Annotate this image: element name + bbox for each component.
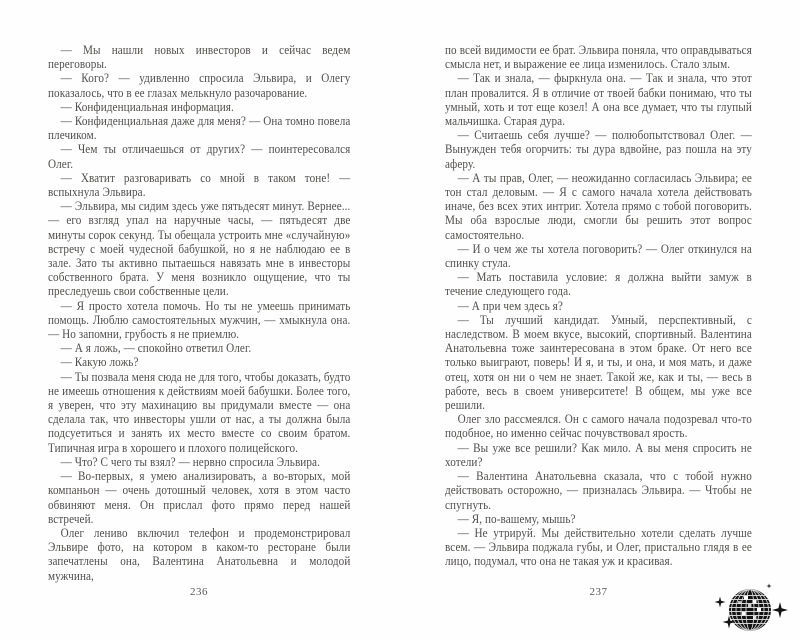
paragraph: — Не утрируй. Мы действительно хотели сделать лучше всем. — Эльвира поджала губы, и Олег, пристально глядя в ее лицо, подумал, что она не такая уж и красивая. [445,525,752,569]
paragraph: — А ты прав, Олег, — неожиданно согласилась Эльвира; ее тон стал деловым. — Я с самого начала хотела действовать иначе, без всех этих интриг. Хотела прямо с тобой поговорить. Мы оба взрослые люди, смогли бы решить этот вопрос самостоятельно. [445,170,752,242]
paragraph: — Мы нашли новых инвесторов и сейчас ведем переговоры. [48,43,351,72]
disco-ball-icon [700,570,800,640]
right-page-text [445,43,752,591]
paragraph: по всей видимости ее брат. Эльвира поняла, что оправдываться смысла нет, и выражение ее лица изменилось. Стало злым. [445,43,752,72]
paragraph: — Так и знала, — фыркнула она. — Так и знала, что этот план провалится. Я в отличие от твоей бабки понимаю, что ты умный, хоть и тот еще козел! А она все думает, что ты глупый мальчишка. Старая дура. [445,71,752,129]
paragraph: — Ты позвала меня сюда не для того, чтобы доказать, будто не имеешь отношения к действиям моей бабушки. Более того, я уверен, что эту махинацию вы придумали вместе — она сделала так, что инвесторы ушли от нас, а ты должна была подсуетиться и занять их место вместе со своим братом. Типичная игра в хорошего и плохого полицейского. [48,369,351,455]
paragraph: — Я просто хотела помочь. Но ты не умеешь принимать помощь. Люблю самостоятельных мужчин, — хмыкнула она. — Но запомни, грубость я не приемлю. [48,298,351,342]
paragraph: — Конфиденциальная информация. [60,99,234,114]
paragraph: — А при чем здесь я? [457,298,563,313]
page-number-left: 236 [190,586,208,598]
paragraph: — А я ложь, — спокойно ответил Олег. [60,341,252,356]
page-number-right: 237 [589,586,608,598]
paragraph: — Чем ты отличаешься от других? — поинтересовался Олег. [48,142,351,171]
paragraph: — И о чем же ты хотела поговорить? — Олег откинулся на спинку стула. [445,241,752,271]
paragraph: — Что? С чего ты взял? — нервно спросила Эльвира. [60,454,320,469]
paragraph: — Ты лучший кандидат. Умный, перспективный, с наследством. В моем вкусе, высокий, спортивный. Валентина Анатольевна тоже заинтересована в этом браке. От него все только выиграют, поверь! И я, и ты, и она, и моя мать, и даже отец, хотя он ни о чем не знает. Такой же, как и ты, — весь в работе, весь в своем университете! В общем, мы уже все решили. [445,312,752,413]
paragraph: — Хватит разговаривать со мной в таком тоне! — вспыхнула Эльвира. [48,170,351,200]
paragraph: — Считаешь себя лучше? — полюбопытствовал Олег. — Вынужден тебя огорчить: ты дура вдвойне, раз пошла на эту аферу. [445,128,752,171]
paragraph: — Кого? — удивленно спросила Эльвира, и Олегу показалось, что в ее глазах мелькнуло разочарование. [48,71,351,100]
paragraph: — Какую ложь? [60,355,139,370]
paragraph: Олег зло рассмеялся. Он с самого начала подозревал что-то подобное, но именно сейчас почувствовал ярость. [445,412,752,441]
paragraph: — Мать поставила условие: я должна выйти замуж в течение следующего года. [445,270,752,299]
paragraph: — Эльвира, мы сидим здесь уже пятьдесят минут. Вернее... — его взгляд упал на наручные часы, — пятьдесят две минуты сорок секунд. Ты обещала устроить мне «случайную» встречу с моей чудесной бабушкой, но я не наблюдаю ее в зале. Зато ты активно пытаешься навязать мне в инвесторы собственного брата. У меня возникло ощущение, что ты преследуешь свои собственные цели. [48,199,351,299]
paragraph: — Вы уже все решили? Как мило. А вы меня спросить не хотели? [445,440,752,469]
paragraph: — Во-первых, я умею анализировать, а во-вторых, мой компаньон — очень дотошный человек, хотя в этом часто обвиняют меня. Он прислал фото прямо перед нашей встречей. [48,469,351,526]
paragraph: — Валентина Анатольевна сказала, что с тобой нужно действовать осторожно, — призналась Эльвира. — Чтобы не спугнуть. [445,469,752,512]
left-page-text [48,43,350,591]
paragraph: Олег лениво включил телефон и продемонстрировал Эльвире фото, на котором в каком-то ресторане были запечатлены она, Валентина Анатольевна и молодой мужчина, [48,525,351,583]
paragraph: — Конфиденциальная даже для меня? — Она томно повела плечиком. [48,114,351,143]
paragraph: — Я, по-вашему, мышь? [457,511,576,526]
